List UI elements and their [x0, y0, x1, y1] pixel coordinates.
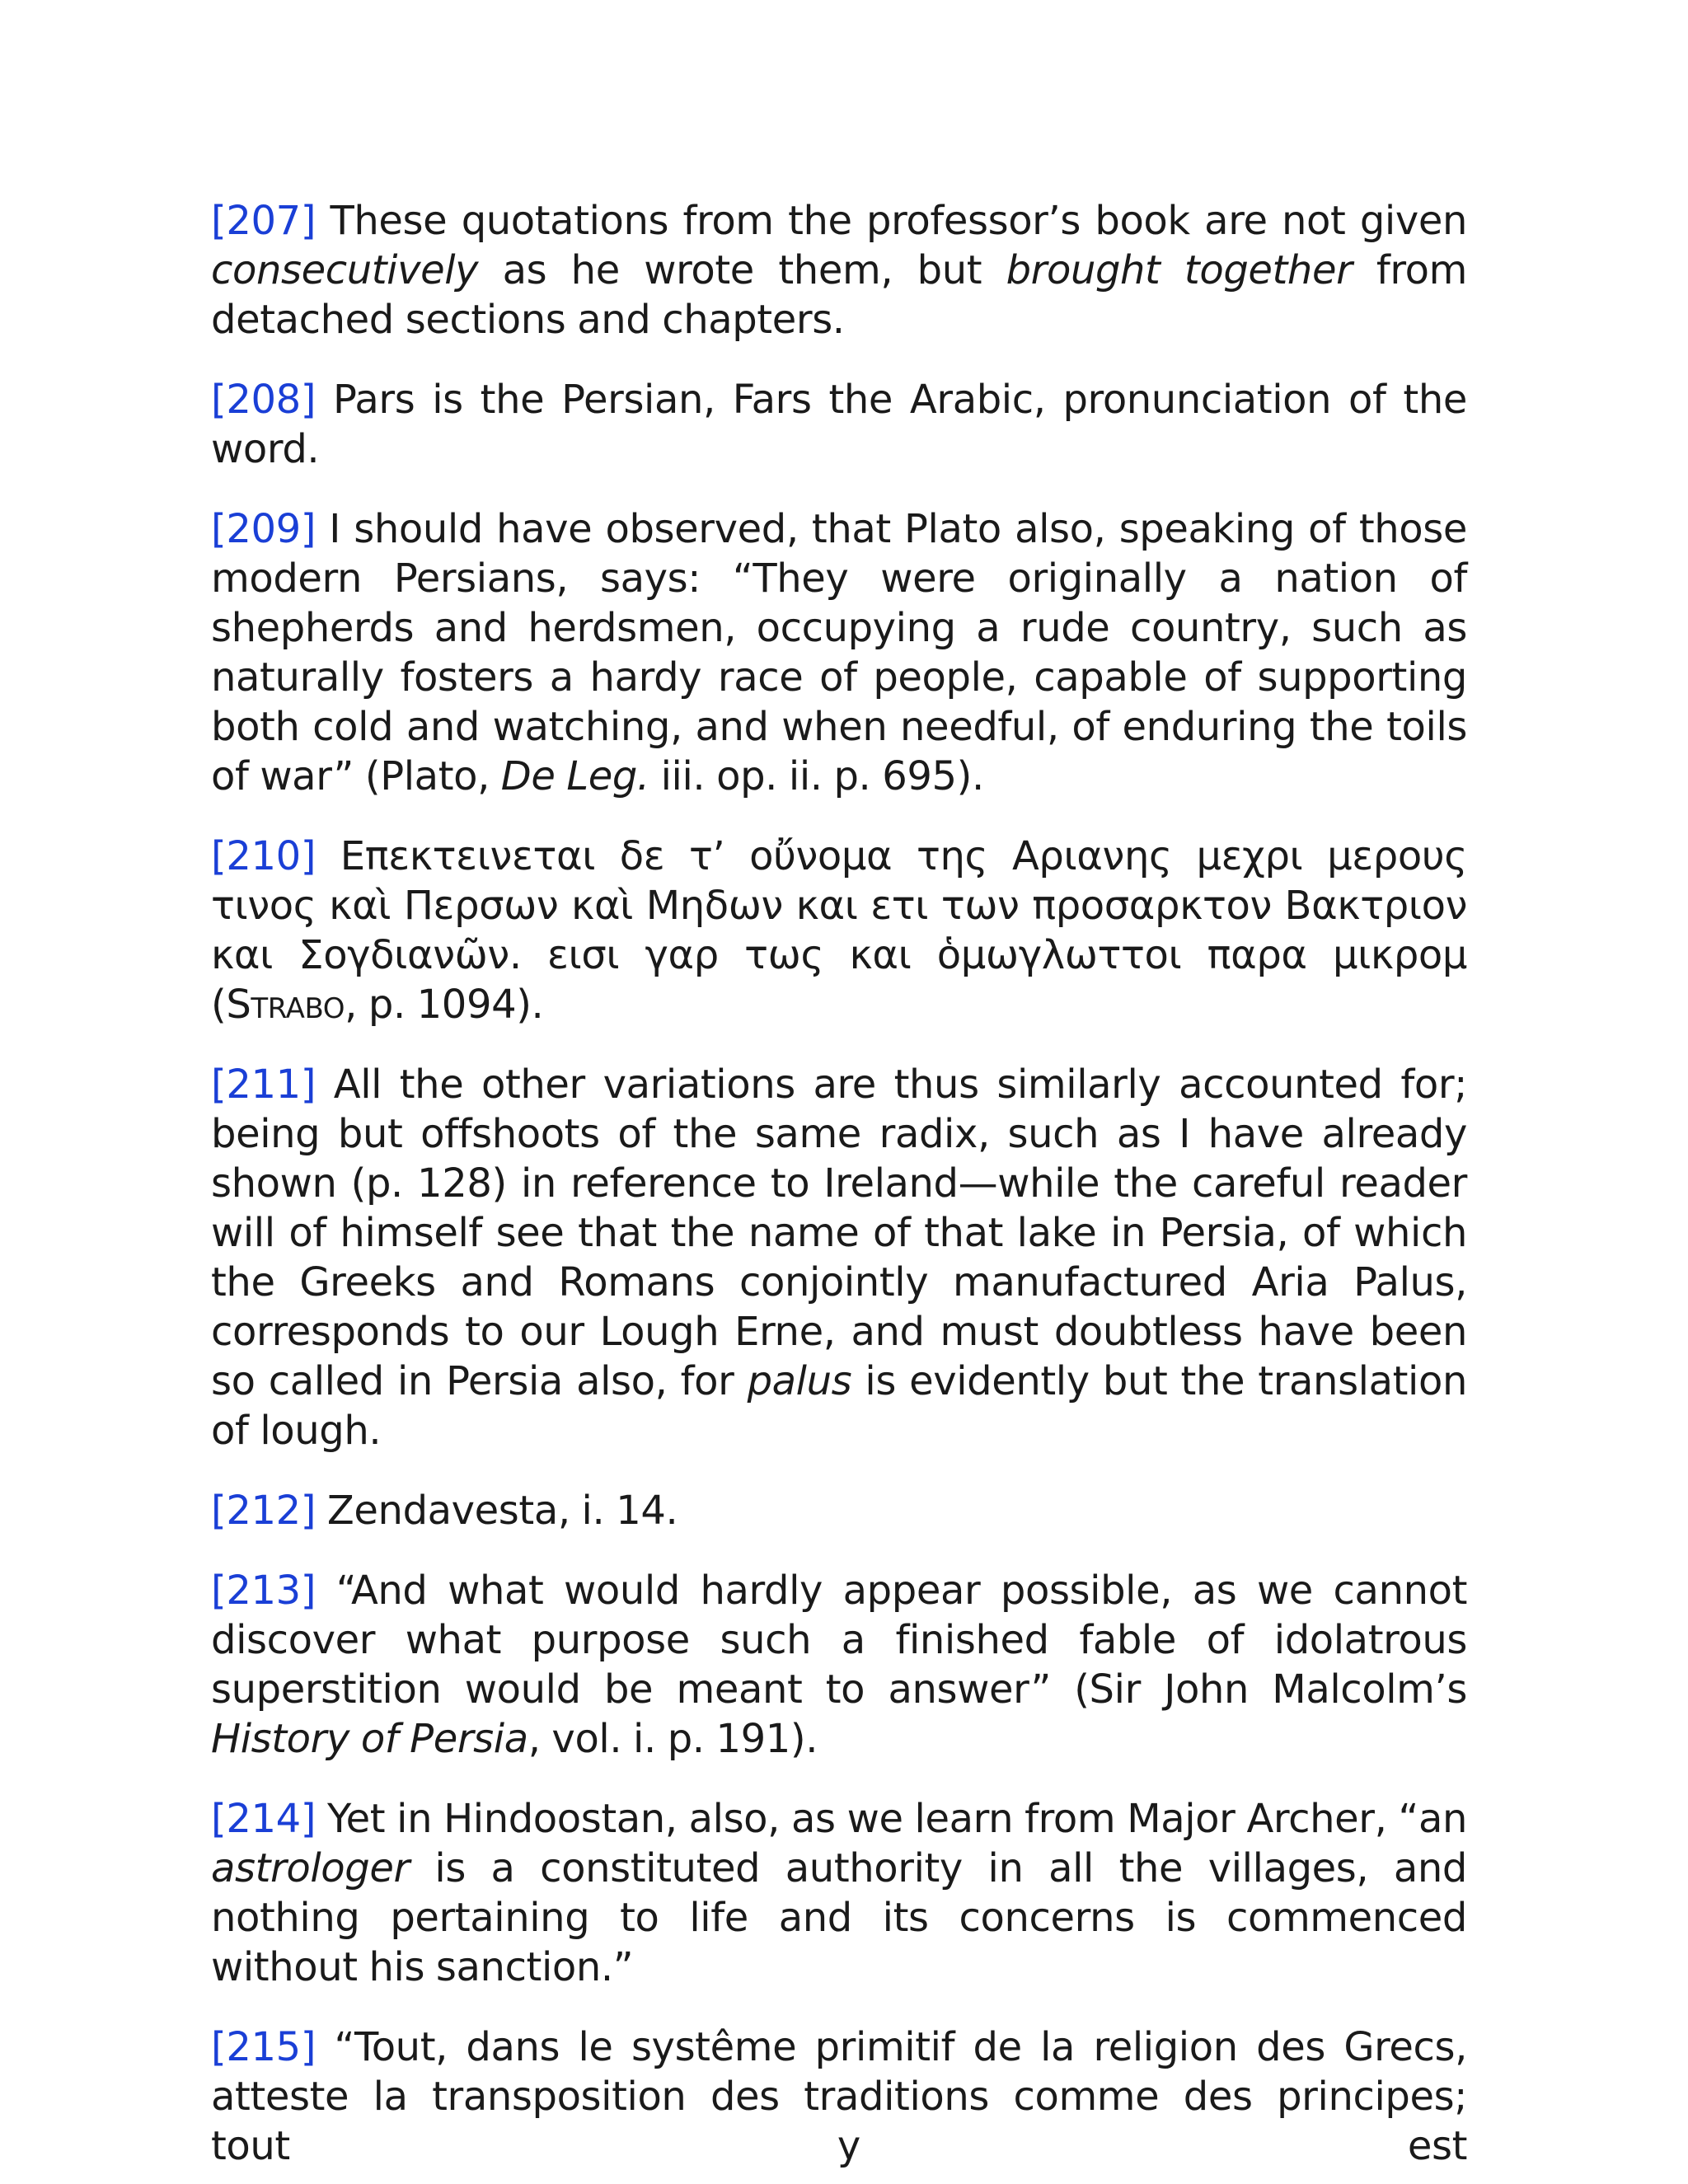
footnote-ref-210[interactable]: [210] — [211, 833, 316, 879]
footnote-emphasis: astrologer — [211, 1845, 410, 1891]
footnote-211 — [211, 1060, 1467, 1455]
footnote-ref-214[interactable]: [214] — [211, 1796, 316, 1842]
footnote-ref-207[interactable]: [207] — [211, 198, 316, 244]
footnote-text: “And what would hardly appear possible, as we cannot discover what purpose such a finished fable of idolatrous superstition would be meant to answer” (Sir John Malcolm’s — [211, 1568, 1467, 1713]
footnote-text: is a constituted authority in all the villages, and nothing pertaining to life and its concerns is commenced without his sanction.” — [211, 1845, 1467, 1990]
footnote-emphasis: History of Persia — [211, 1716, 528, 1762]
footnote-210 — [211, 832, 1467, 1029]
footnote-text: All the other variations are thus similarly accounted for; being but offshoots of the same radix, such as I have already shown (p. 128) in reference to Ireland—while the careful reader will of himself see that the name of that lake in Persia, of which the Greeks and Romans conjointly manufactured Aria Palus, corresponds to our Lough Erne, and must doubtless have been so called in Persia also, for — [211, 1062, 1467, 1404]
footnote-208 — [211, 375, 1467, 474]
footnote-emphasis: De Leg. — [500, 753, 649, 799]
footnote-215 — [211, 2022, 1467, 2171]
footnote-author-name: Strabo — [226, 982, 345, 1028]
footnotes-page — [211, 196, 1467, 2171]
footnote-text: Yet in Hindoostan, also, as we learn from Major Archer, “an — [316, 1796, 1467, 1842]
footnote-text: Zendavesta, i. 14. — [316, 1488, 678, 1534]
footnote-ref-212[interactable]: [212] — [211, 1488, 316, 1534]
footnote-emphasis: palus — [747, 1358, 852, 1404]
footnote-209 — [211, 504, 1467, 801]
footnote-207 — [211, 196, 1467, 344]
footnote-214 — [211, 1794, 1467, 1992]
footnote-emphasis: consecutively — [211, 247, 479, 293]
footnote-text: “Tout, dans le systême primitif de la religion des Grecs, atteste la transposition des traditions comme des principes; tout y est — [211, 2024, 1467, 2169]
footnote-greek-text: Επεκτεινεται δε τ’ οὔνομα της Αριανης μεχρι μερους τινος καὶ Περσων καὶ Μηδων και ετι των προσαρκτον Βακτριον και Σογδιανῶν. εισι γαρ τως και ὁμωγλωττοι παρα μικρομ ( — [211, 833, 1467, 1028]
footnote-212 — [211, 1486, 1467, 1535]
footnote-ref-209[interactable]: [209] — [211, 506, 316, 552]
footnote-ref-208[interactable]: [208] — [211, 377, 316, 423]
footnote-text: , vol. i. p. 191). — [528, 1716, 818, 1762]
footnote-text: I should have observed, that Plato also, speaking of those modern Persians, says: “They were originally a nation of shepherds and herdsmen, occupying a rude country, such as naturally fosters a hardy race of people, capable of supporting both cold and watching, and when needful, of enduring the toils of war” (Plato, — [211, 506, 1467, 799]
footnote-text: , p. 1094). — [345, 982, 544, 1028]
footnote-text: Pars is the Persian, Fars the Arabic, pronunciation of the word. — [211, 377, 1467, 472]
footnote-emphasis: brought together — [1006, 247, 1353, 293]
footnote-ref-215[interactable]: [215] — [211, 2024, 316, 2070]
footnote-text: as he wrote them, but — [478, 247, 1006, 293]
footnote-text: iii. op. ii. p. 695). — [649, 753, 984, 799]
footnote-text: These quotations from the professor’s book are not given — [316, 198, 1467, 244]
footnote-ref-213[interactable]: [213] — [211, 1568, 316, 1614]
footnote-213 — [211, 1566, 1467, 1764]
footnote-text: is evidently but the translation of lough. — [211, 1358, 1467, 1454]
footnote-text: from detached sections and chapters. — [211, 247, 1467, 343]
footnote-ref-211[interactable]: [211] — [211, 1062, 316, 1108]
